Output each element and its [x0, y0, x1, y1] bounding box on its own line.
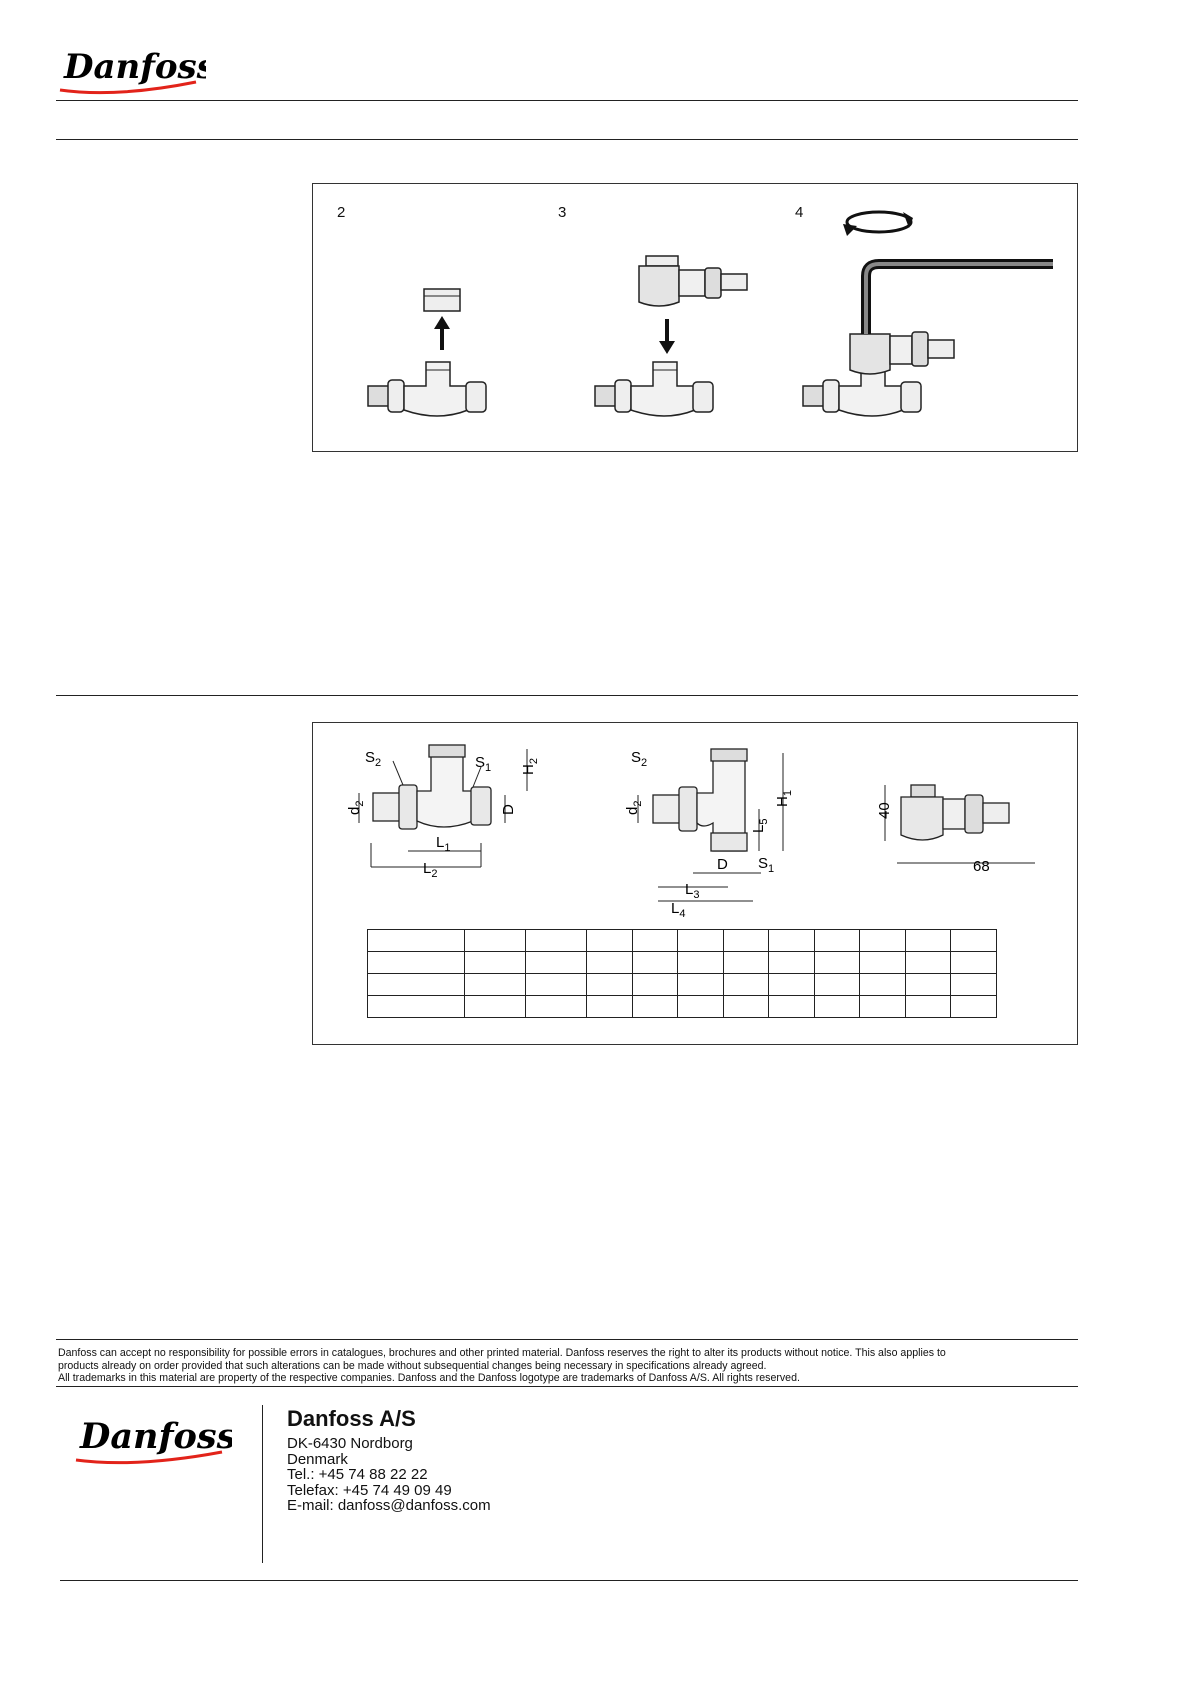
label-D-b: D [717, 856, 728, 873]
danfoss-logo-icon [56, 40, 206, 100]
label-h1: $H_1$ [774, 790, 794, 807]
step-number-2: 2 [337, 204, 346, 221]
table-row [368, 952, 997, 974]
step-number-3: 3 [558, 204, 567, 221]
valve-step2-icon [368, 362, 486, 416]
address-country: Denmark [287, 1450, 348, 1468]
table-row [368, 996, 997, 1018]
label-s1-b: $S_1$ [758, 855, 775, 875]
valve-step3-icon [595, 362, 713, 416]
arrow-down-icon [659, 319, 675, 354]
actuator-drawing [885, 785, 1035, 863]
address-email: E-mail: danfoss@danfoss.com [287, 1497, 491, 1514]
table-row [368, 930, 997, 952]
disclaimer-line: Danfoss can accept no responsibility for possible errors in catalogues, brochures and other printed material. Danfoss reserves the right to alter its products without notice. This also applies to [58, 1347, 946, 1359]
label-l5: $L_5$ [750, 818, 770, 833]
actuator-icon [639, 256, 747, 306]
address-block [287, 1406, 491, 1514]
company-name: Danfoss A/S [287, 1406, 416, 1431]
label-s1-a: $S_1$ [475, 754, 492, 774]
header-rule-bottom [56, 139, 1078, 140]
label-h2: $H_2$ [520, 758, 540, 775]
label-l2: $L_2$ [423, 860, 438, 880]
address-line: DK-6430 Nordborg [287, 1435, 413, 1452]
label-d2-b: $d_2$ [624, 800, 644, 815]
header-logo [56, 40, 206, 100]
logo-wordmark: Danfoss [80, 1416, 232, 1457]
label-l3: $L_3$ [685, 881, 700, 901]
address-tel: Tel.: +45 74 88 22 22 [287, 1466, 428, 1483]
hex-key-icon [866, 264, 1053, 334]
label-D-a: D [500, 804, 517, 815]
arrow-up-icon [434, 316, 450, 350]
disclaimer-rule-top [56, 1339, 1078, 1340]
installation-panel [312, 183, 1078, 452]
danfoss-logo-icon [72, 1410, 232, 1470]
disclaimer-line: All trademarks in this material are property of the respective companies. Danfoss and the Danfoss logotype are trademarks of Danfoss A/S. All rights reserved. [58, 1372, 800, 1384]
step-number-4: 4 [795, 204, 804, 221]
label-l4: $L_4$ [671, 900, 686, 920]
disclaimer-text [58, 1347, 1078, 1385]
cap-icon [424, 289, 460, 311]
label-s2-b: $S_2$ [631, 749, 648, 769]
dimension-table [367, 929, 997, 1018]
footer-divider [262, 1405, 263, 1563]
label-d2-a: $d_2$ [346, 800, 366, 815]
label-l1: $L_1$ [436, 834, 451, 854]
table-row [368, 974, 997, 996]
section-rule [56, 695, 1078, 696]
header-rule-top [56, 100, 1078, 101]
dimensions-panel [312, 722, 1078, 1045]
logo-wordmark: Danfoss [64, 47, 206, 87]
label-height-40: 40 [876, 802, 893, 819]
label-s2-a: $S_2$ [365, 749, 382, 769]
address-fax: Telefax: +45 74 49 09 49 [287, 1481, 452, 1499]
label-length-68: 68 [973, 858, 990, 875]
mounted-actuator-icon [850, 332, 954, 374]
disclaimer-line: products already on order provided that such alterations can be made without subsequential changes being necessary in specifications already agreed. [58, 1359, 767, 1372]
footer-rule [60, 1580, 1078, 1581]
rotate-arrow-icon [843, 212, 913, 236]
installation-illustrations [313, 184, 1077, 451]
footer-logo [72, 1410, 232, 1470]
disclaimer-rule-bottom [56, 1386, 1078, 1387]
